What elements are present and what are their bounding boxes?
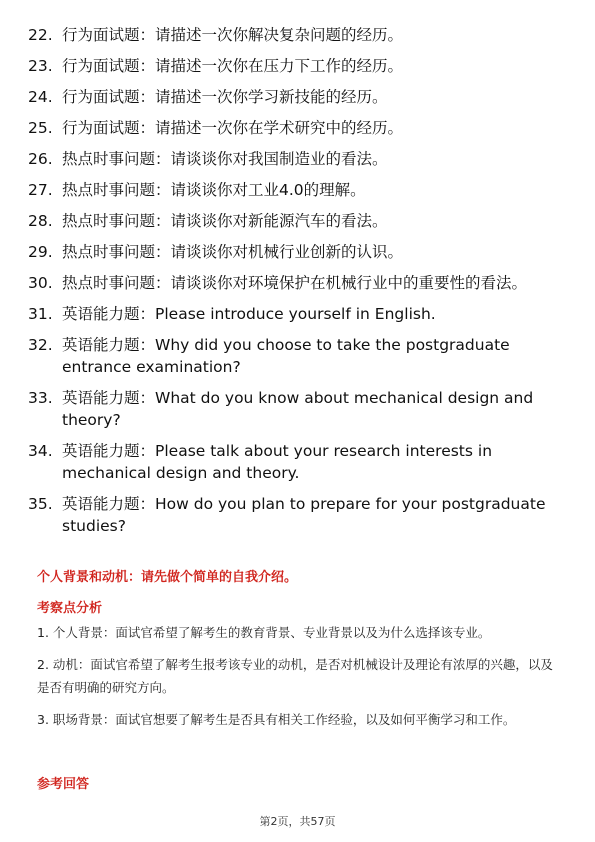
question-text: 热点时事问题：请谈谈你对工业4.0的理解。: [62, 181, 366, 199]
question-item: [28, 179, 568, 201]
question-item: [28, 493, 568, 537]
question-number: 35.: [28, 495, 53, 513]
page-footer: 第2页，共57页: [259, 815, 336, 828]
question-text: 热点时事问题：请谈谈你对新能源汽车的看法。: [62, 212, 388, 230]
question-text: 行为面试题：请描述一次你在压力下工作的经历。: [62, 57, 404, 75]
question-number: 33.: [28, 389, 53, 407]
question-item: [28, 86, 568, 108]
question-text: 行为面试题：请描述一次你学习新技能的经历。: [62, 88, 388, 106]
question-item: [28, 272, 568, 294]
question-item: [28, 117, 568, 139]
question-text: 行为面试题：请描述一次你解决复杂问题的经历。: [62, 26, 404, 44]
question-item: [28, 303, 568, 325]
question-item: [28, 387, 568, 431]
question-item: [28, 241, 568, 263]
analysis-point: 2. 动机：面试官希望了解考生报考该专业的动机，是否对机械设计及理论有浓厚的兴趣，以及是否有明确的研究方向。: [37, 657, 553, 695]
analysis-points: [37, 621, 559, 740]
analysis-point: 3. 职场背景：面试官想要了解考生是否具有相关工作经验，以及如何平衡学习和工作。: [37, 712, 516, 727]
question-list: [28, 24, 568, 546]
question-number: 23.: [28, 57, 53, 75]
question-number: 32.: [28, 336, 53, 354]
question-number: 24.: [28, 88, 53, 106]
question-number: 34.: [28, 442, 53, 460]
question-text: 热点时事问题：请谈谈你对环境保护在机械行业中的重要性的看法。: [62, 274, 528, 292]
question-text: 英语能力题：What do you know about mechanical design and theory?: [62, 389, 534, 429]
question-item: [28, 334, 568, 378]
question-text: 英语能力题：Please introduce yourself in English.: [62, 305, 436, 323]
question-number: 25.: [28, 119, 53, 137]
question-item: [28, 148, 568, 170]
question-text: 行为面试题：请描述一次你在学术研究中的经历。: [62, 119, 404, 137]
question-number: 30.: [28, 274, 53, 292]
reference-title: 参考回答: [37, 777, 90, 792]
question-item: [28, 210, 568, 232]
question-number: 27.: [28, 181, 53, 199]
question-number: 28.: [28, 212, 53, 230]
analysis-point: 1. 个人背景：面试官希望了解考生的教育背景、专业背景以及为什么选择该专业。: [37, 625, 491, 640]
question-text: 英语能力题：Why did you choose to take the postgraduate entrance examination?: [62, 336, 510, 376]
question-item: [28, 55, 568, 77]
question-item: [28, 440, 568, 484]
question-number: 26.: [28, 150, 53, 168]
question-number: 29.: [28, 243, 53, 261]
analysis-title: 考察点分析: [37, 601, 103, 616]
question-text: 英语能力题：How do you plan to prepare for your postgraduate studies?: [62, 495, 546, 535]
question-number: 31.: [28, 305, 53, 323]
question-number: 22.: [28, 26, 53, 44]
question-text: 英语能力题：Please talk about your research interests in mechanical design and theory.: [62, 442, 493, 482]
question-text: 热点时事问题：请谈谈你对机械行业创新的认识。: [62, 243, 404, 261]
question-item: [28, 24, 568, 46]
question-text: 热点时事问题：请谈谈你对我国制造业的看法。: [62, 150, 388, 168]
section-title: 个人背景和动机：请先做个简单的自我介绍。: [37, 570, 298, 585]
